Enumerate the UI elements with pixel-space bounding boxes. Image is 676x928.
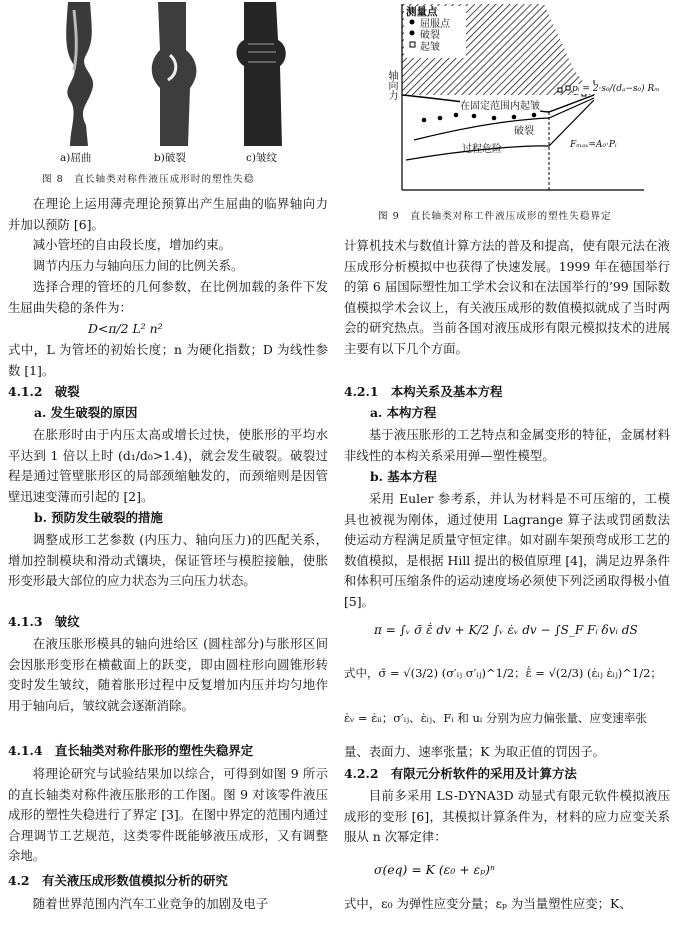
equation-power-law: σ(eq) = K (ε₀ + εₚ)ⁿ — [374, 862, 496, 877]
equation-functional: π = ∫ᵥ σ̄ ε̄̇ dv + K/2 ∫ᵥ ε̇ᵥ dv − ∫S_F Fᵢ δvᵢ dS — [374, 623, 638, 637]
figure-8-label-a: a)屈曲 — [60, 152, 92, 164]
heading-4-2-2: 4.2.2 有限元分析软件的采用及计算方法 — [344, 766, 577, 781]
figure-9-legend-item-3: 起皱 — [420, 42, 440, 53]
right-paragraph-2: 基于液压胀形的工艺特点和金属变形的特征，金属材料非线性的本构关系采用弹—塑性模型。 — [344, 427, 670, 463]
right-paragraph-6: 式中，ε₀ 为弹性应变分量；εₚ 为当量塑性应变；K、 — [344, 896, 632, 911]
heading-4-1-2: 4.1.2 破裂 — [8, 384, 80, 399]
equation-buckling: D<π/2 L² n² — [88, 321, 163, 336]
figure-9-formula-top: pᵢ = 2·s₀/(dₐ−s₀) Rₘ — [572, 84, 660, 94]
figure-9-legend-title: 测量点 — [406, 6, 438, 18]
left-paragraph-1: 在理论上运用薄壳理论预算出产生屈曲的临界轴向力并加以预防 [6]。 — [8, 196, 328, 232]
right-paragraph-4: 量、表面力、速率张量；K 为取正值的罚因子。 — [344, 744, 606, 759]
heading-4-2: 4.2 有关液压成形数值模拟分析的研究 — [8, 873, 228, 888]
left-paragraph-6: 在胀形时由于内压太高或增长过快，使胀形的平均水平达到 1 倍以上时 (d₁/d₀>1.4)，就会发生破裂。破裂过程是通过管壁胀形区的局部颈缩触发的，而颈缩则是因管壁迅速变薄而引起的 [2]。 — [8, 427, 328, 504]
equation-definitions: 式中，σ̄ = √(3/2) (σ′ᵢⱼ σ′ᵢⱼ)^1/2；ε̄̇ = √(2/3) (ε̇ᵢⱼ ε̇ᵢⱼ)^1/2； — [344, 666, 662, 680]
left-paragraph-8: 在液压胀形模具的轴向进给区 (圆柱部分)与胀形区间会因胀形变形在横截面上的跃变，即由圆柱形向圆锥形转变时发生皱纹，随着胀形过程中反复增加内压并均匀地作用于轴向后，皱纹就会逐渐消除。 — [8, 636, 328, 713]
figure-8-photos — [8, 0, 328, 150]
figure-9-formula-bottom: Fₘₐₓ=A₀·Pᵢ — [570, 140, 617, 150]
figure-9-legend-item-2: 破裂 — [420, 30, 440, 41]
figure-9-ylabel: 轴向力 — [386, 70, 397, 100]
heading-4-2-1-a: a. 本构方程 — [370, 405, 437, 420]
figure-8-label-b: b)破裂 — [154, 152, 186, 164]
right-paragraph-5: 目前多采用 LS-DYNA3D 动显式有限元软件模拟液压成形的变形 [6]，其模拟计算条件为，材料的应力应变关系服从 n 次幂定律： — [344, 788, 670, 844]
figure-8 — [8, 0, 328, 185]
figure-9-caption: 图 9 直长轴类对称工件液压成形的塑性失稳界定 — [378, 211, 612, 222]
left-paragraph-9: 将理论研究与试验结果加以综合，可得到如图 9 所示的直长轴类对称件液压胀形的工作图。图 9 对该零件液压成形的塑性失稳进行了界定 [3]。在图中界定的范围内通过合理调节工艺规范，这类零件既能够液压成形，又有调整余地。 — [8, 766, 328, 863]
left-paragraph-7: 调整成形工艺参数 (内压力、轴向压力)的匹配关系，增加控制模块和滑动式镶块，保证管坯与模腔接触，使胀形变形最大部位的应力状态为三向压力状态。 — [8, 532, 328, 588]
left-paragraph-3: 调节内压力与轴向压力间的比例关系。 — [32, 258, 244, 273]
figure-8-caption: 图 8 直长轴类对称件液压成形时的塑性失稳 — [42, 174, 255, 185]
figure-9 — [344, 0, 670, 228]
figure-9-label-danger: 过程危险 — [462, 144, 502, 155]
heading-4-1-2-b: b. 预防发生破裂的措施 — [34, 510, 163, 525]
left-paragraph-10: 随着世界范围内汽车工业竞争的加剧及电子 — [32, 896, 269, 911]
heading-4-2-1-b: b. 基本方程 — [370, 469, 437, 484]
figure-8-label-c: c)皱纹 — [246, 152, 277, 164]
right-paragraph-1: 计算机技术与数值计算方法的普及和提高，使有限元法在液压成形分析模拟中也获得了快速发展。1999 年在德国举行的第 6 届国际塑性加工学术会议和在法国举行的’99 国际数值模拟学术会议上，有关液压成形的数值模拟就成了当时两会的研究热点。当前各国对液压成形有限元模拟技术的进展主要有以下几个方面。 — [344, 238, 670, 356]
figure-9-label-burst: 破裂 — [514, 126, 534, 137]
left-paragraph-5: 式中，L 为管坯的初始长度；n 为硬化指数；D 为线性参数 [1]。 — [8, 342, 328, 378]
equation-definitions-2: ε̇ᵥ = ε̇ᵢᵢ；σ′ᵢⱼ、ε̇ᵢⱼ、Fᵢ 和 uᵢ 分别为应力偏张量、应变速率张 — [344, 711, 647, 725]
heading-4-1-3: 4.1.3 皱纹 — [8, 614, 80, 629]
heading-4-1-2-a: a. 发生破裂的原因 — [34, 405, 138, 420]
right-paragraph-3: 采用 Euler 参考系，并认为材料是不可压缩的，工模具也被视为刚体，通过使用 Lagrange 算子法或罚函数法使运动方程满足质量守恒定律。如对副车架预弯成形工艺的数值模拟，是根据 Hill 提出的极值原理 [4]，满足边界条件和体积可压缩条件的运动速度场必须使下列泛函取得极小值 [5]。 — [344, 491, 670, 609]
figure-9-legend-item-1: 屈服点 — [420, 19, 450, 30]
heading-4-1-4: 4.1.4 直长轴类对称件胀形的塑性失稳界定 — [8, 743, 254, 758]
left-paragraph-4: 选择合理的管坯的几何参数，在比例加载的条件下发生屈曲失稳的条件为： — [8, 279, 328, 315]
heading-4-2-1: 4.2.1 本构关系及基本方程 — [344, 384, 503, 399]
left-paragraph-2: 减小管坯的自由段长度，增加约束。 — [32, 237, 232, 252]
figure-9-label-wrinkle: 在固定范围内起皱 — [460, 97, 540, 112]
